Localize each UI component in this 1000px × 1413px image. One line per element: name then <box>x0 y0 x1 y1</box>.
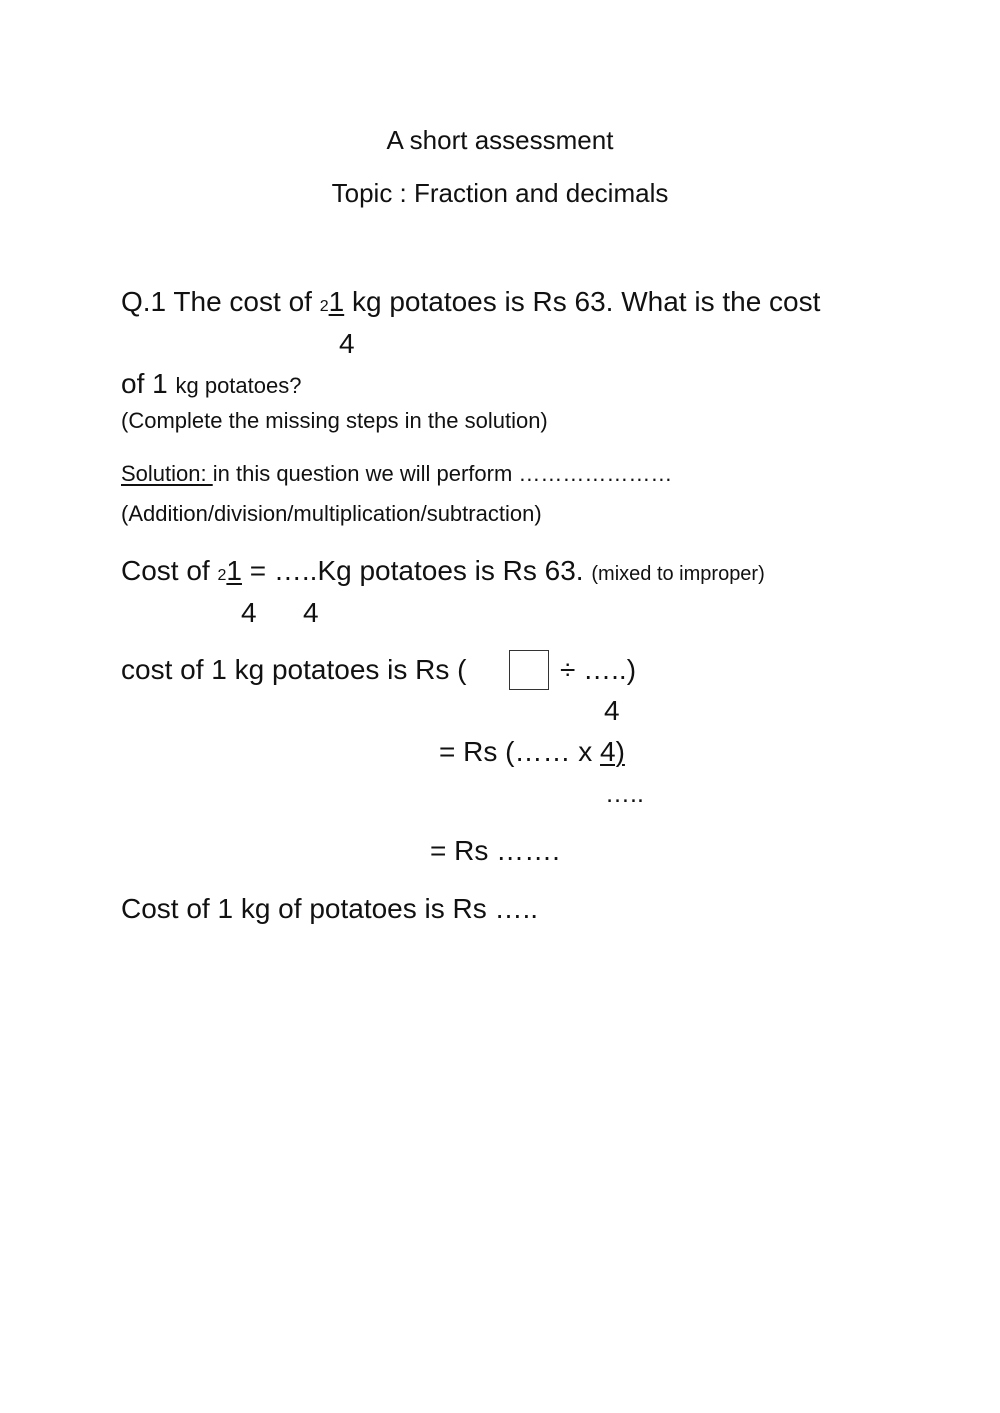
page-title: A short assessment <box>386 125 614 155</box>
topic-line: Topic : Fraction and decimals <box>331 178 669 208</box>
step-2-divide: ÷ …..) <box>560 654 637 685</box>
answer-box[interactable] <box>509 650 549 690</box>
question-line-2 <box>121 370 301 398</box>
fraction-numerator: 1 <box>328 286 345 317</box>
step-1-note: (mixed to improper) <box>591 563 765 585</box>
fraction-denominator: 4 <box>339 328 355 359</box>
question-line-1 <box>121 288 820 316</box>
step-3-denominator: ….. <box>605 780 644 808</box>
conclusion-line: Cost of 1 kg of potatoes is Rs ….. <box>121 893 539 924</box>
step-1-denominator-1: 4 <box>241 597 257 628</box>
step-3-text: = Rs (…… x <box>439 736 601 767</box>
step-3-numerator: 4) <box>600 736 625 767</box>
question-line-2-start: of 1 <box>121 368 176 399</box>
step-1-line <box>121 557 765 585</box>
step-1-denominator-2: 4 <box>303 597 319 628</box>
operation-options: (Addition/division/multiplication/subtraction) <box>121 501 542 526</box>
question-prefix: Q.1 The cost of <box>121 286 320 317</box>
step-1-prefix: Cost of <box>121 555 218 586</box>
question-suffix: kg potatoes is Rs 63. What is the cost <box>344 286 821 317</box>
mixed-whole-number: 2 <box>319 298 329 315</box>
step-1-rest: = …..Kg potatoes is Rs 63. <box>241 555 592 586</box>
step-2-prefix: cost of 1 kg potatoes is Rs ( <box>121 654 467 685</box>
solution-line <box>121 463 672 485</box>
step-1-numerator: 1 <box>226 555 242 586</box>
question-line-2-end: kg potatoes? <box>175 373 302 398</box>
solution-label: Solution: <box>121 461 213 486</box>
step-3-line <box>439 738 625 766</box>
solution-text: in this question we will perform ………………… <box>212 461 673 486</box>
step-4-line: = Rs ……. <box>430 835 560 866</box>
instruction-text: (Complete the missing steps in the solution) <box>121 408 548 433</box>
step-2-denominator: 4 <box>604 695 620 726</box>
step-1-whole: 2 <box>217 567 227 584</box>
